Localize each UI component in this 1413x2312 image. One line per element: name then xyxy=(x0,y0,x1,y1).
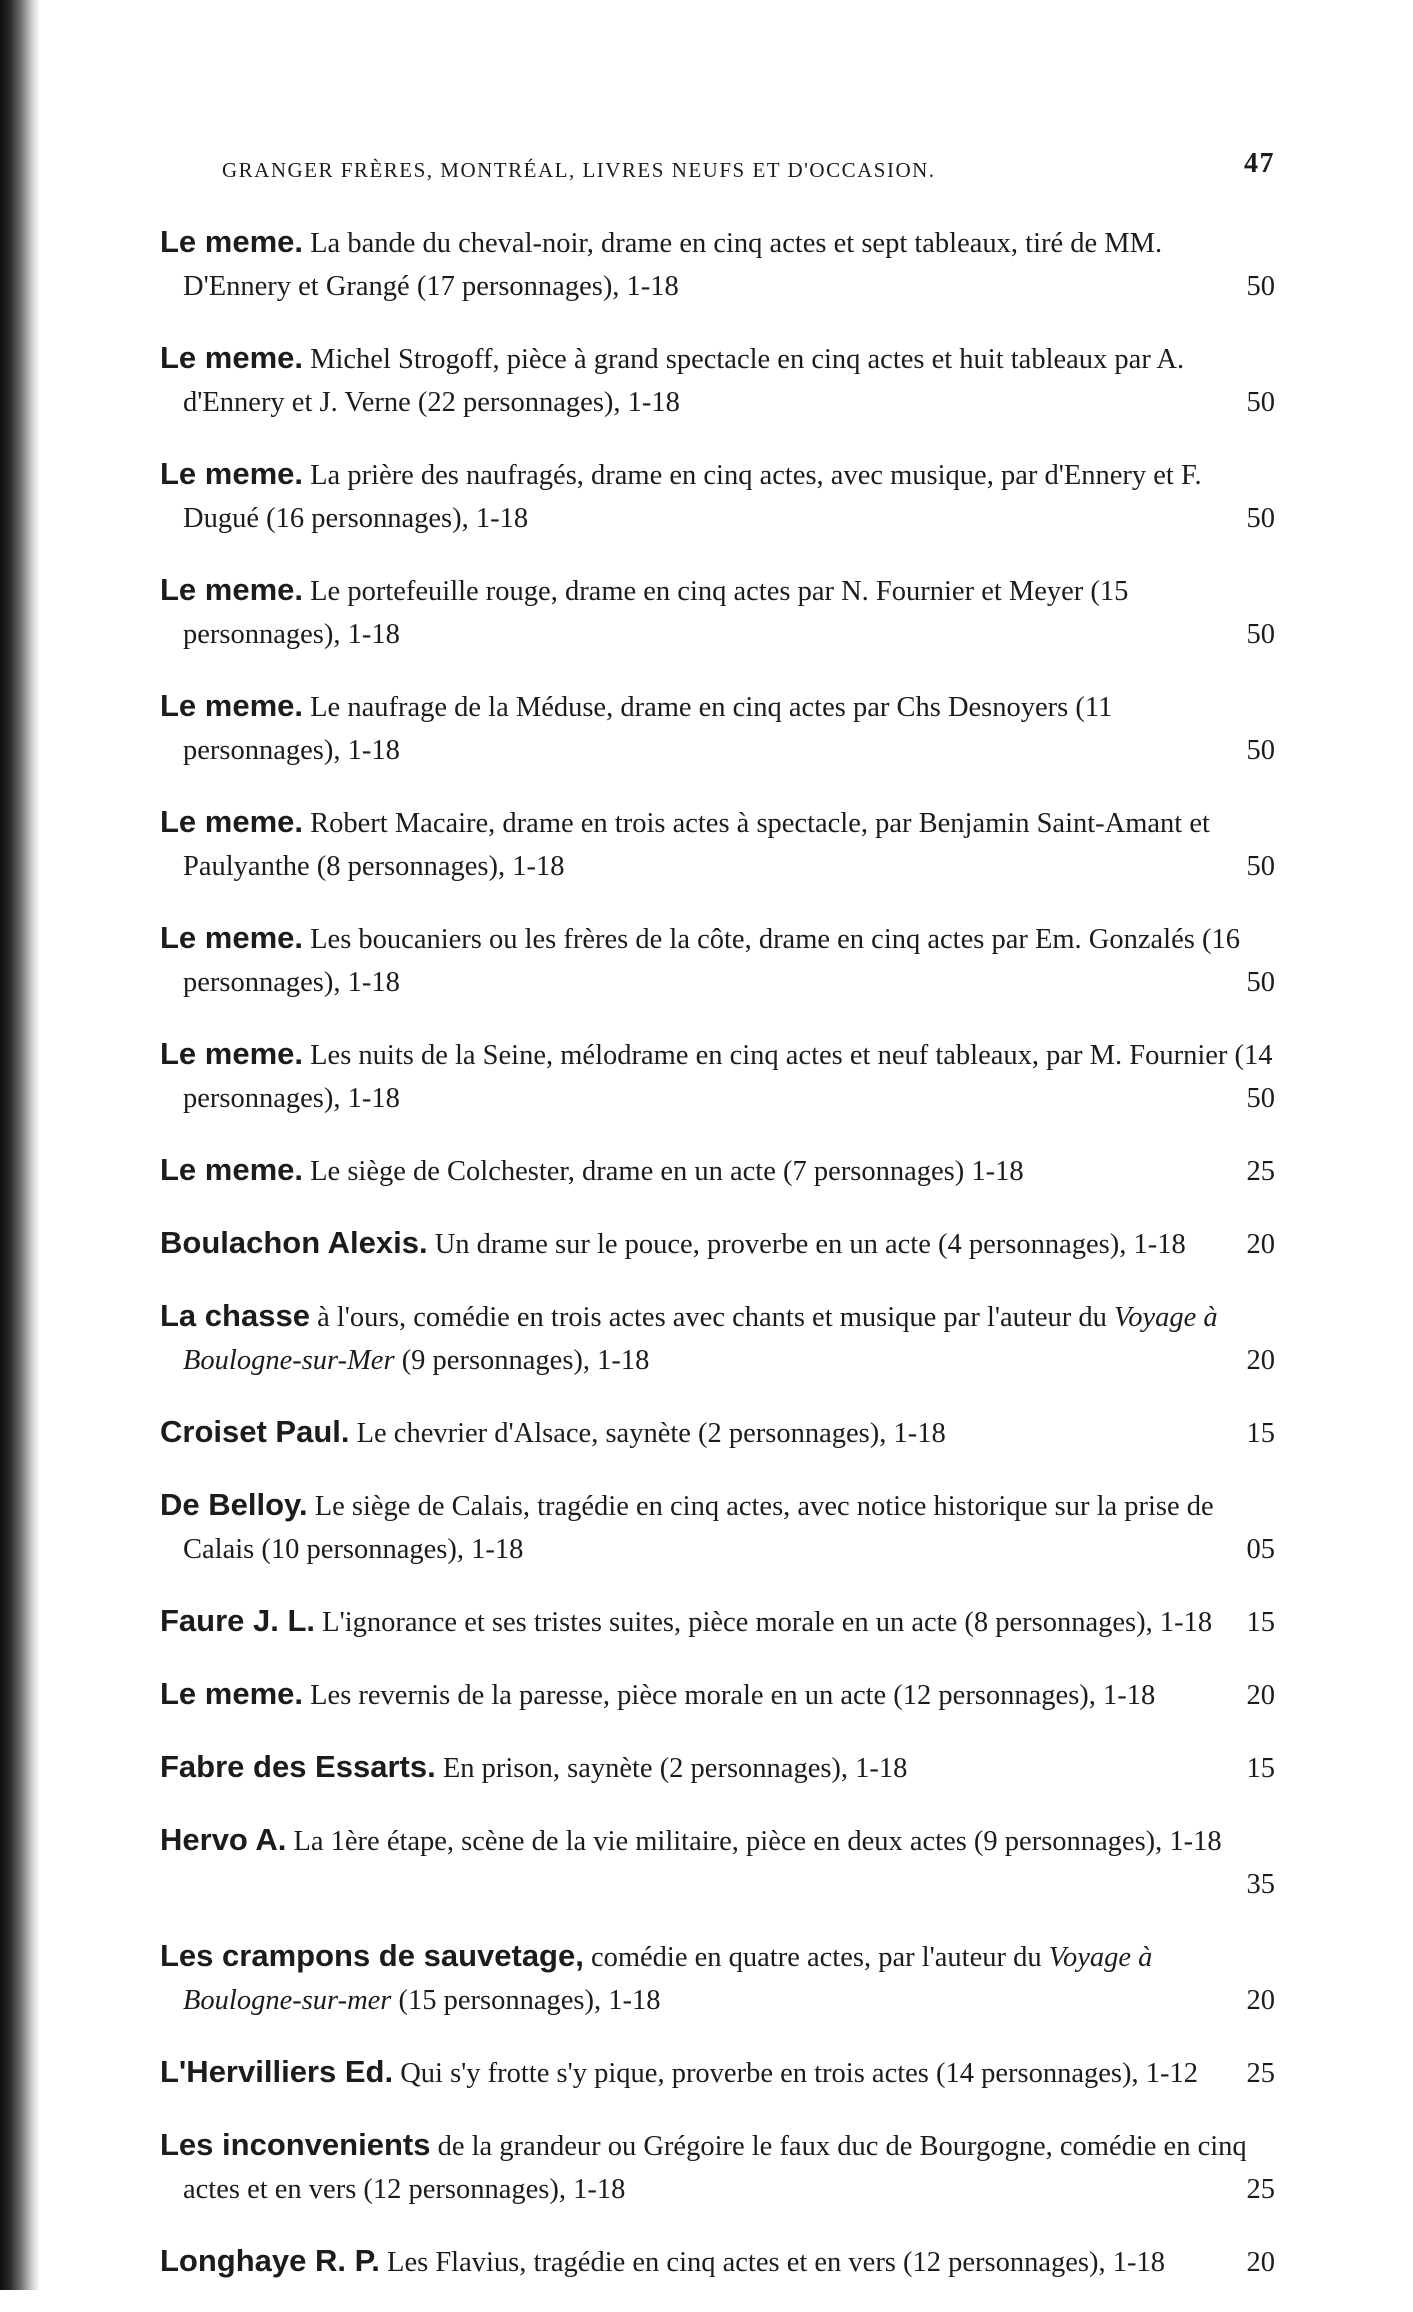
entry-text-continued: (15 personnages), 1-18 xyxy=(398,1985,661,2016)
catalog-entry xyxy=(160,1294,1275,1382)
entry-price: 20 xyxy=(1246,1345,1275,1376)
entry-text: La 1ère étape, scène de la vie militaire, pièce en deux actes (9 personnages), 1-18 xyxy=(293,1826,1222,1857)
entry-text: Le siège de Calais, tragédie en cinq actes, avec notice historique sur la prise de Calais (10 personnages), 1-18 xyxy=(183,1491,1214,1565)
entry-price: 50 xyxy=(1246,503,1275,534)
entry-text: Le portefeuille rouge, drame en cinq actes par N. Fournier et Meyer (15 personnages), 1-18 xyxy=(183,576,1129,650)
catalog-entry xyxy=(160,1745,1275,1790)
entry-author: Le meme. xyxy=(160,224,304,259)
catalog-entry xyxy=(160,1148,1275,1193)
entry-description xyxy=(160,1148,1275,1193)
entry-price: 25 xyxy=(1246,2058,1275,2089)
entry-description xyxy=(160,684,1275,772)
catalog-entry xyxy=(160,1599,1275,1644)
entry-description xyxy=(160,1032,1275,1120)
entry-text: de la grandeur ou Grégoire le faux duc de Bourgogne, comédie en cinq actes et en vers (12 personnages), 1-18 xyxy=(183,2131,1247,2205)
entry-author: Croiset Paul. xyxy=(160,1414,350,1449)
entry-author: Le meme. xyxy=(160,340,304,375)
catalog-page xyxy=(160,148,1275,2312)
entry-text: Le naufrage de la Méduse, drame en cinq actes par Chs Desnoyers (11 personnages), 1-18 xyxy=(183,692,1113,766)
catalog-entry xyxy=(160,336,1275,424)
entry-text: Les Flavius, tragédie en cinq actes et en vers (12 personnages), 1-18 xyxy=(387,2247,1165,2278)
catalog-entry xyxy=(160,220,1275,308)
entry-price: 15 xyxy=(1246,1607,1275,1638)
catalog-entry xyxy=(160,2123,1275,2211)
entry-author: Les inconvenients xyxy=(160,2127,431,2162)
page-header xyxy=(160,148,1275,184)
entry-price: 20 xyxy=(1246,1229,1275,1260)
entry-author: Le meme. xyxy=(160,1036,304,1071)
entry-author: Les crampons de sauvetage, xyxy=(160,1938,584,1973)
entry-description xyxy=(160,2239,1275,2284)
entry-text: à l'ours, comédie en trois actes avec chants et musique par l'auteur du xyxy=(317,1302,1107,1333)
entry-description xyxy=(160,800,1275,888)
entry-text: L'ignorance et ses tristes suites, pièce morale en un acte (8 personnages), 1-18 xyxy=(322,1607,1213,1638)
catalog-entry xyxy=(160,2050,1275,2095)
entry-description xyxy=(160,2050,1275,2095)
entry-description xyxy=(160,568,1275,656)
entry-description xyxy=(160,1934,1275,2022)
entry-author: Fabre des Essarts. xyxy=(160,1749,436,1784)
catalog-entry xyxy=(160,452,1275,540)
entry-text: La prière des naufragés, drame en cinq actes, avec musique, par d'Ennery et F. Dugué (16 personnages), 1-18 xyxy=(183,460,1202,534)
entry-text: Le siège de Colchester, drame en un acte (7 personnages) 1-18 xyxy=(310,1156,1024,1187)
entry-text: Les nuits de la Seine, mélodrame en cinq actes et neuf tableaux, par M. Fournier (14 personnages), 1-18 xyxy=(183,1040,1273,1114)
entry-description xyxy=(160,220,1275,308)
entry-price: 35 xyxy=(1246,1869,1275,1900)
catalog-entry xyxy=(160,1221,1275,1266)
catalog-entry xyxy=(160,800,1275,888)
entry-author: Le meme. xyxy=(160,572,304,607)
entry-author: L'Hervilliers Ed. xyxy=(160,2054,394,2089)
entry-price: 25 xyxy=(1246,2174,1275,2205)
entry-price: 20 xyxy=(1246,1985,1275,2016)
entry-description xyxy=(160,1483,1275,1571)
catalog-entry xyxy=(160,684,1275,772)
entry-price: 50 xyxy=(1246,387,1275,418)
entry-text: Michel Strogoff, pièce à grand spectacle en cinq actes et huit tableaux par A. d'Ennery et J. Verne (22 personnages), 1-18 xyxy=(183,344,1185,418)
entry-description xyxy=(160,1599,1275,1644)
entry-price: 50 xyxy=(1246,1083,1275,1114)
catalog-entry xyxy=(160,1410,1275,1455)
entry-price: 20 xyxy=(1246,1680,1275,1711)
entry-price: 25 xyxy=(1246,1156,1275,1187)
running-title: GRANGER FRÈRES, MONTRÉAL, LIVRES NEUFS ET D'OCCASION. xyxy=(222,158,936,182)
entry-author: Le meme. xyxy=(160,1676,304,1711)
entry-author: Le meme. xyxy=(160,804,304,839)
entry-text: Un drame sur le pouce, proverbe en un acte (4 personnages), 1-18 xyxy=(434,1229,1186,1260)
entry-description xyxy=(160,1294,1275,1382)
entry-price: 50 xyxy=(1246,619,1275,650)
entry-italic-title: Voyage à Boulogne-sur-mer xyxy=(183,1942,1153,2016)
book-spine-shadow xyxy=(0,0,40,2290)
catalog-entry xyxy=(160,1818,1275,1906)
entry-text: Le chevrier d'Alsace, saynète (2 personnages), 1-18 xyxy=(356,1418,946,1449)
entry-description xyxy=(160,1410,1275,1455)
entry-author: Boulachon Alexis. xyxy=(160,1225,428,1260)
catalog-entry xyxy=(160,1934,1275,2022)
entry-price: 50 xyxy=(1246,851,1275,882)
entry-author: Hervo A. xyxy=(160,1822,287,1857)
entry-description xyxy=(160,336,1275,424)
entry-price: 20 xyxy=(1246,2247,1275,2278)
entry-description xyxy=(160,916,1275,1004)
catalog-entry xyxy=(160,2239,1275,2284)
entry-price: 50 xyxy=(1246,271,1275,302)
entry-text: Les revernis de la paresse, pièce morale en un acte (12 personnages), 1-18 xyxy=(310,1680,1156,1711)
entry-author: Le meme. xyxy=(160,688,304,723)
entry-author: Le meme. xyxy=(160,920,304,955)
entry-author: Le meme. xyxy=(160,1152,304,1187)
entry-text: comédie en quatre actes, par l'auteur du xyxy=(590,1942,1042,1973)
entry-text: Qui s'y frotte s'y pique, proverbe en trois actes (14 personnages), 1-12 xyxy=(400,2058,1198,2089)
entry-italic-title: Voyage à Boulogne-sur-Mer xyxy=(183,1302,1218,1376)
entry-text-continued: (9 personnages), 1-18 xyxy=(401,1345,650,1376)
catalog-entries xyxy=(160,220,1275,2284)
entry-price: 05 xyxy=(1246,1534,1275,1565)
page-number: 47 xyxy=(1244,148,1275,179)
entry-author: De Belloy. xyxy=(160,1487,308,1522)
entry-author: Faure J. L. xyxy=(160,1603,316,1638)
catalog-entry xyxy=(160,916,1275,1004)
entry-description xyxy=(160,1221,1275,1266)
entry-author: La chasse xyxy=(160,1298,310,1333)
entry-text: En prison, saynète (2 personnages), 1-18 xyxy=(442,1753,908,1784)
entry-price: 50 xyxy=(1246,967,1275,998)
entry-price: 15 xyxy=(1246,1418,1275,1449)
catalog-entry xyxy=(160,568,1275,656)
entry-description xyxy=(160,452,1275,540)
catalog-entry xyxy=(160,1672,1275,1717)
catalog-entry xyxy=(160,1483,1275,1571)
entry-description xyxy=(160,2123,1275,2211)
catalog-entry xyxy=(160,1032,1275,1120)
entry-author: Longhaye R. P. xyxy=(160,2243,380,2278)
entry-price: 50 xyxy=(1246,735,1275,766)
entry-description xyxy=(160,1745,1275,1790)
entry-description xyxy=(160,1672,1275,1717)
entry-author: Le meme. xyxy=(160,456,304,491)
entry-description xyxy=(160,1818,1275,1906)
entry-text: La bande du cheval-noir, drame en cinq actes et sept tableaux, tiré de MM. D'Ennery et Grangé (17 personnages), 1-18 xyxy=(183,228,1163,302)
entry-text: Robert Macaire, drame en trois actes à spectacle, par Benjamin Saint-Amant et Paulyanthe (8 personnages), 1-18 xyxy=(183,808,1210,882)
entry-price: 15 xyxy=(1246,1753,1275,1784)
entry-text: Les boucaniers ou les frères de la côte, drame en cinq actes par Em. Gonzalés (16 personnages), 1-18 xyxy=(183,924,1240,998)
